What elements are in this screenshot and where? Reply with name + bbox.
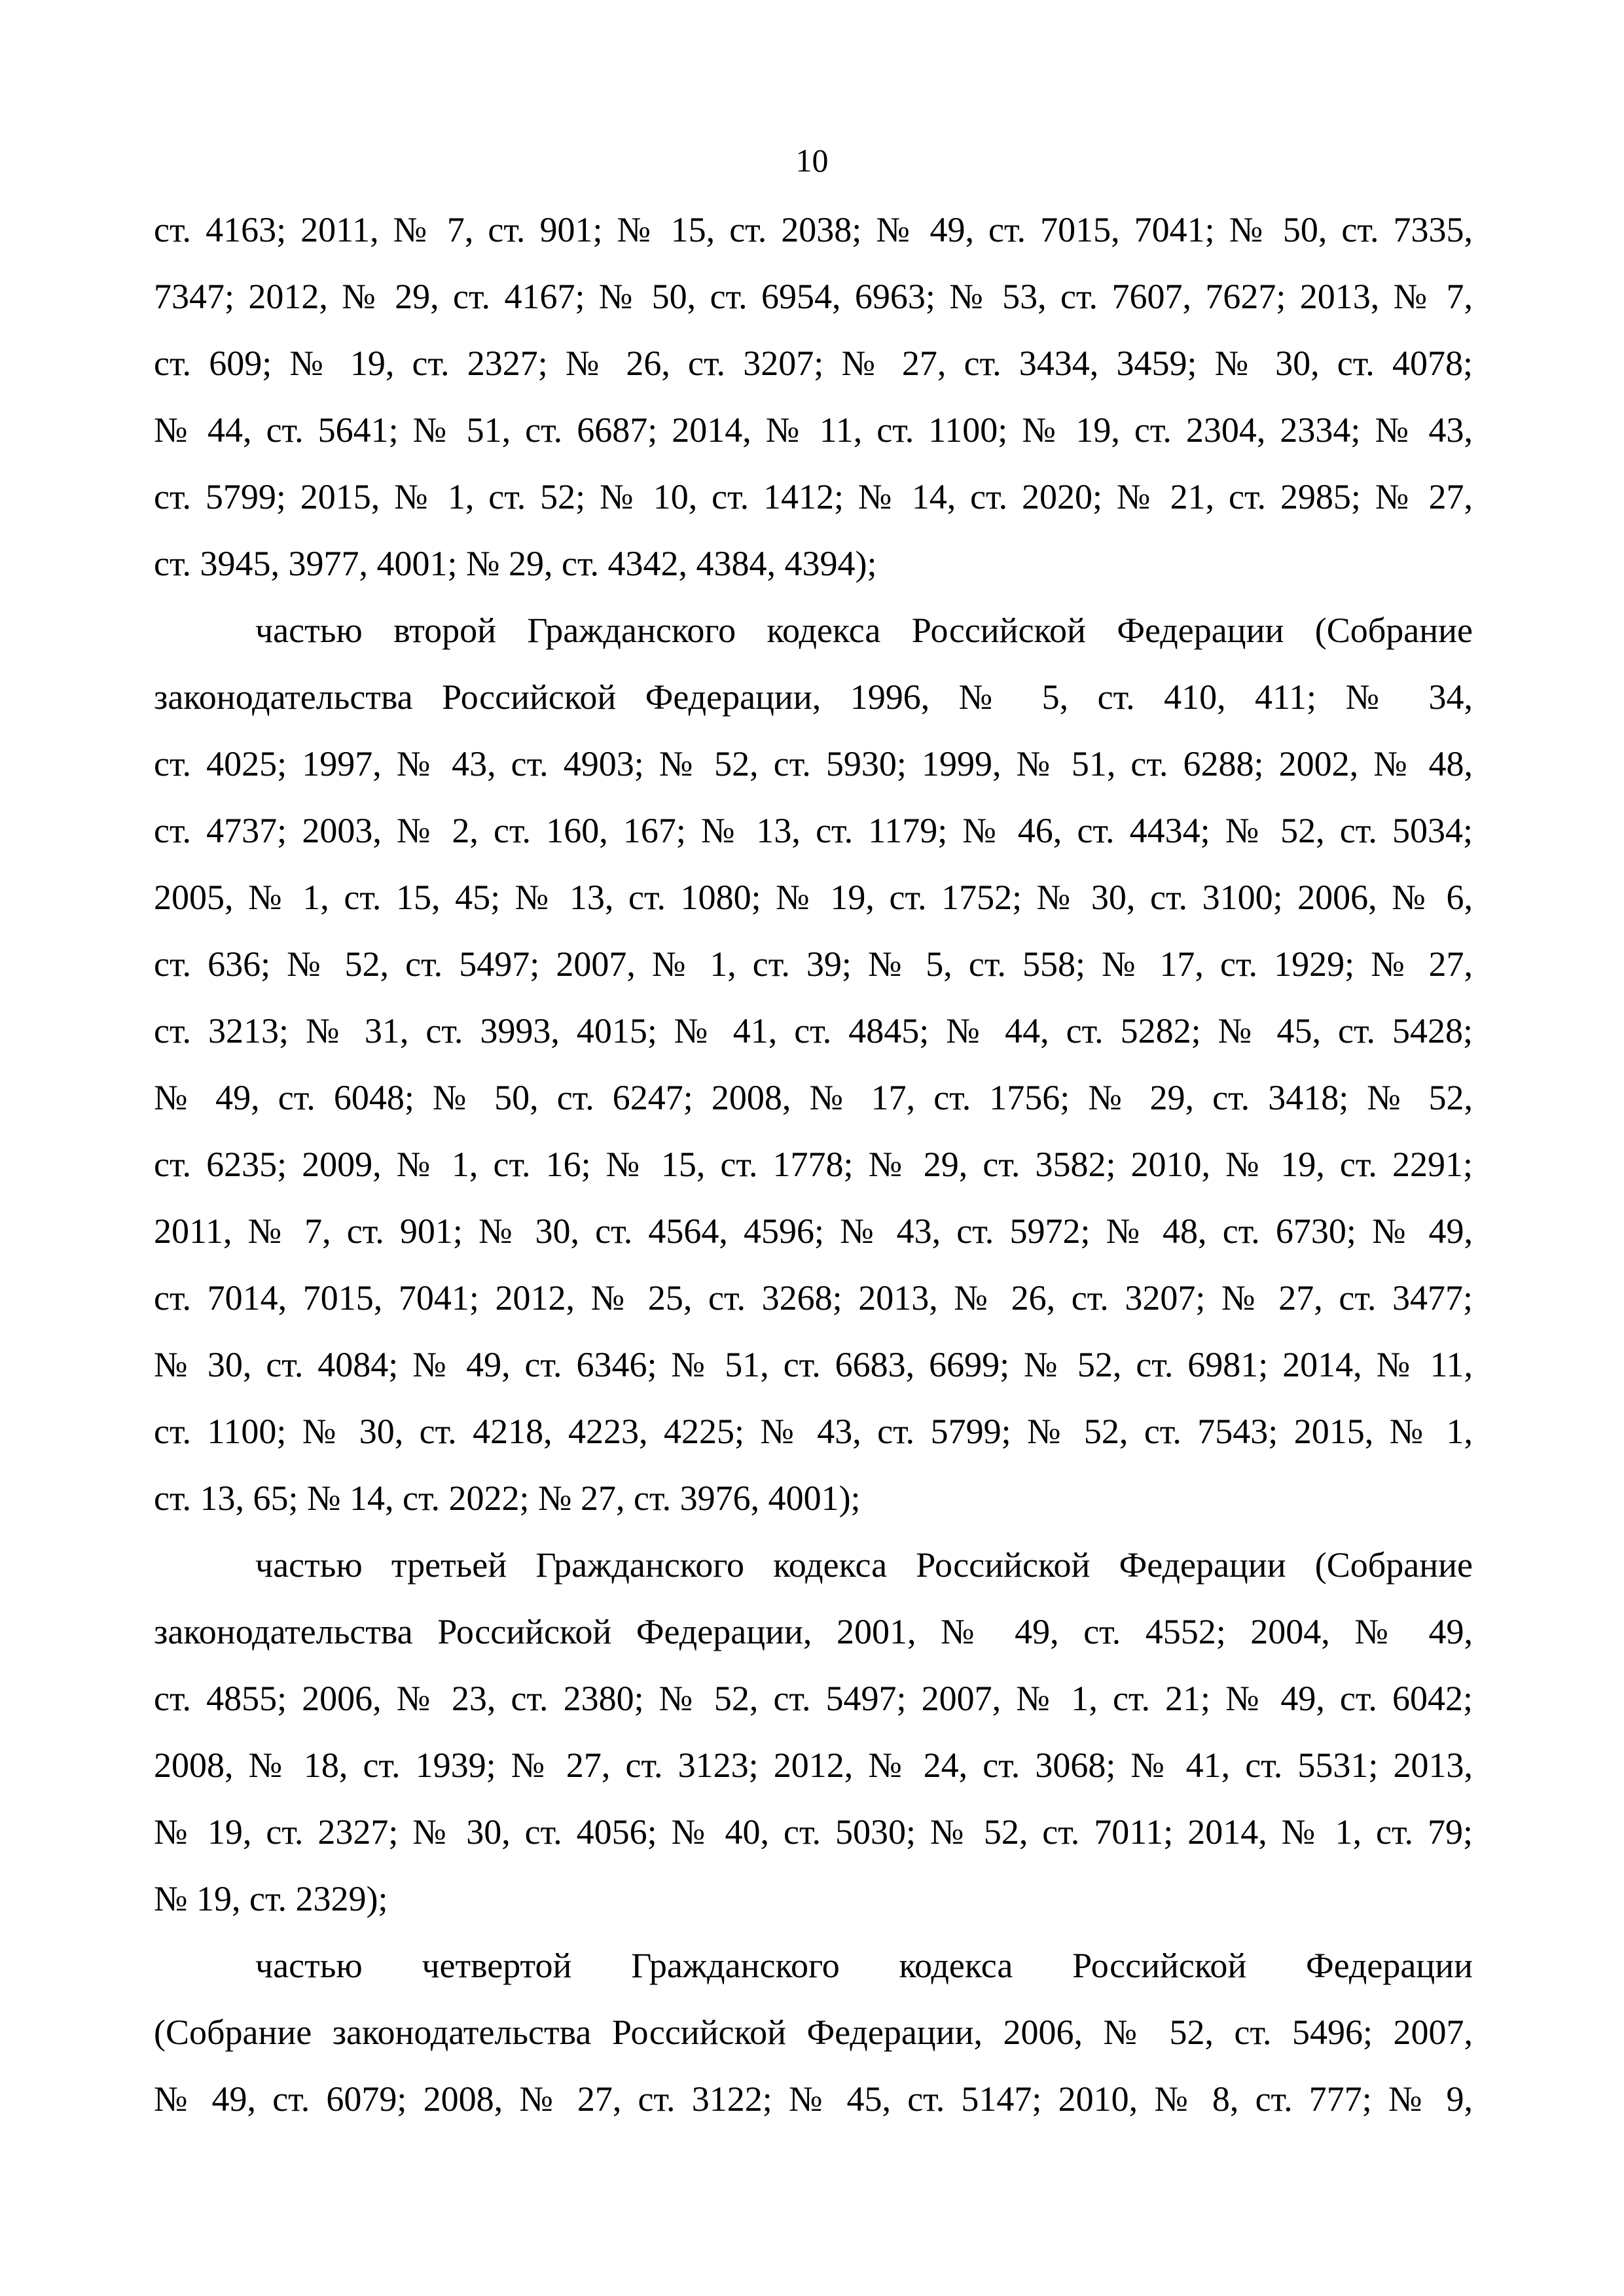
text-line: 7347; 2012, № 29, ст. 4167; № 50, ст. 6954, 6963; № 53, ст. 7607, 7627; 2013, № 7,	[154, 277, 1473, 316]
text-line: ст. 3945, 3977, 4001; № 29, ст. 4342, 4384, 4394);	[154, 544, 877, 583]
text-line: законодательства Российской Федерации, 1996, № 5, ст. 410, 411; № 34,	[154, 677, 1473, 717]
text-line: ст. 1100; № 30, ст. 4218, 4223, 4225; № 43, ст. 5799; № 52, ст. 7543; 2015, № 1,	[154, 1412, 1473, 1451]
text-line: ст. 4855; 2006, № 23, ст. 2380; № 52, ст. 5497; 2007, № 1, ст. 21; № 49, ст. 6042;	[154, 1679, 1473, 1718]
text-line: № 19, ст. 2329);	[154, 1879, 388, 1918]
text-line: ст. 4737; 2003, № 2, ст. 160, 167; № 13, ст. 1179; № 46, ст. 4434; № 52, ст. 5034;	[154, 811, 1473, 850]
text-line: ст. 609; № 19, ст. 2327; № 26, ст. 3207; № 27, ст. 3434, 3459; № 30, ст. 4078;	[154, 344, 1473, 383]
text-line: ст. 6235; 2009, № 1, ст. 16; № 15, ст. 1778; № 29, ст. 3582; 2010, № 19, ст. 2291;	[154, 1145, 1473, 1184]
text-line: 2008, № 18, ст. 1939; № 27, ст. 3123; 2012, № 24, ст. 3068; № 41, ст. 5531; 2013,	[154, 1746, 1473, 1785]
text-line: (Собрание законодательства Российской Федерации, 2006, № 52, ст. 5496; 2007,	[154, 2013, 1473, 2052]
paragraph-part-three	[154, 1532, 1473, 1932]
text-line: частью четвертой Гражданского кодекса Российской Федерации	[255, 1946, 1473, 1985]
paragraph-continuation	[154, 196, 1473, 597]
text-line: частью второй Гражданского кодекса Российской Федерации (Собрание	[255, 611, 1473, 650]
text-line: ст. 3213; № 31, ст. 3993, 4015; № 41, ст. 4845; № 44, ст. 5282; № 45, ст. 5428;	[154, 1011, 1473, 1050]
document-body	[154, 196, 1473, 2132]
text-line: № 44, ст. 5641; № 51, ст. 6687; 2014, № 11, ст. 1100; № 19, ст. 2304, 2334; № 43,	[154, 410, 1473, 450]
text-line: частью третьей Гражданского кодекса Российской Федерации (Собрание	[255, 1545, 1473, 1585]
text-line: № 49, ст. 6079; 2008, № 27, ст. 3122; № 45, ст. 5147; 2010, № 8, ст. 777; № 9,	[154, 2079, 1473, 2119]
text-line: № 19, ст. 2327; № 30, ст. 4056; № 40, ст. 5030; № 52, ст. 7011; 2014, № 1, ст. 79;	[154, 1812, 1473, 1852]
page-number: 10	[795, 142, 829, 179]
text-line: ст. 7014, 7015, 7041; 2012, № 25, ст. 3268; 2013, № 26, ст. 3207; № 27, ст. 3477;	[154, 1278, 1473, 1318]
paragraph-part-four	[154, 1932, 1473, 2132]
text-line: ст. 636; № 52, ст. 5497; 2007, № 1, ст. 39; № 5, ст. 558; № 17, ст. 1929; № 27,	[154, 944, 1473, 984]
text-line: ст. 13, 65; № 14, ст. 2022; № 27, ст. 3976, 4001);	[154, 1479, 861, 1518]
paragraph-part-two	[154, 597, 1473, 1532]
text-line: 2011, № 7, ст. 901; № 30, ст. 4564, 4596; № 43, ст. 5972; № 48, ст. 6730; № 49,	[154, 1211, 1473, 1251]
text-line: 2005, № 1, ст. 15, 45; № 13, ст. 1080; № 19, ст. 1752; № 30, ст. 3100; 2006, № 6,	[154, 878, 1473, 917]
text-line: ст. 5799; 2015, № 1, ст. 52; № 10, ст. 1412; № 14, ст. 2020; № 21, ст. 2985; № 27,	[154, 477, 1473, 516]
text-line: ст. 4163; 2011, № 7, ст. 901; № 15, ст. 2038; № 49, ст. 7015, 7041; № 50, ст. 7335,	[154, 210, 1473, 249]
text-line: № 30, ст. 4084; № 49, ст. 6346; № 51, ст. 6683, 6699; № 52, ст. 6981; 2014, № 11,	[154, 1345, 1473, 1384]
text-line: № 49, ст. 6048; № 50, ст. 6247; 2008, № 17, ст. 1756; № 29, ст. 3418; № 52,	[154, 1078, 1473, 1117]
text-line: законодательства Российской Федерации, 2001, № 49, ст. 4552; 2004, № 49,	[154, 1612, 1473, 1651]
text-line: ст. 4025; 1997, № 43, ст. 4903; № 52, ст. 5930; 1999, № 51, ст. 6288; 2002, № 48,	[154, 744, 1473, 783]
